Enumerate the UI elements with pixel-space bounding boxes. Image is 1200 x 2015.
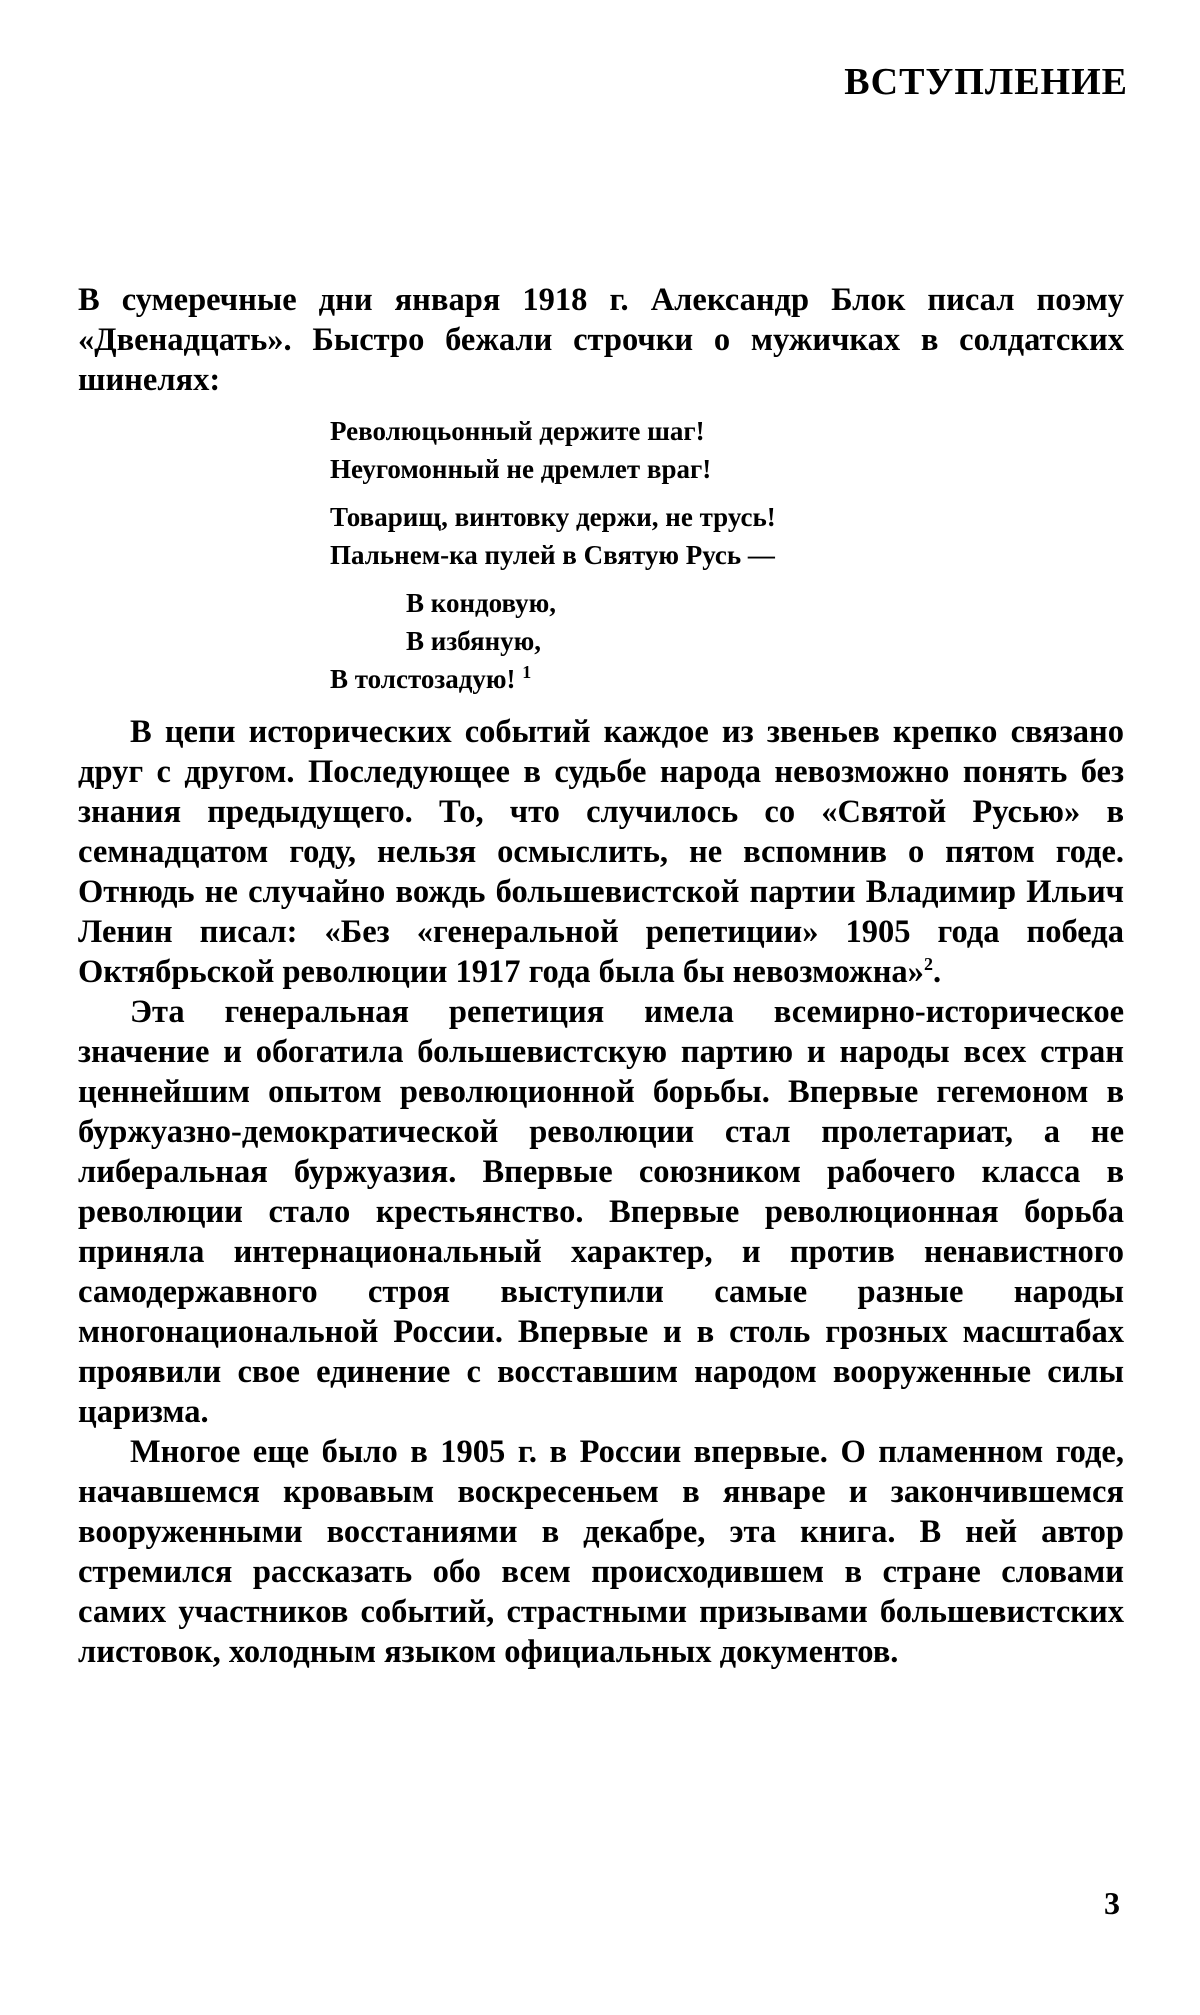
page-heading: ВСТУПЛЕНИЕ — [844, 61, 1128, 103]
paragraph-intro: В сумеречные дни января 1918 г. Александр Блок писал поэму «Двенадцать». Быстро бежали строчки о мужичках в солдатских шинелях: — [78, 282, 1124, 398]
poem-line: Неугомонный не дремлет враг! — [330, 454, 712, 484]
paragraph-history-text: В цепи исторических событий каждое из звеньев крепко связано друг с другом. Последующее в судьбе народа невозможно понять без знания предыдущего. То, что случилось со «Святой Русью» в семнадцатом году, нельзя осмыслить, не вспомнив о пятом годе. Отнюдь не случайно вождь большевистской партии Владимир Ильич Ленин писал: «Без «генеральной репетиции» 1905 года победа Октябрьской революции 1917 года была бы невозможна» — [78, 714, 1124, 990]
poem-line: Товарищ, винтовку держи, не трусь! — [330, 502, 776, 532]
poem-line: В избяную, — [406, 626, 542, 656]
poem-quote — [330, 412, 1124, 698]
paragraph-book: Многое еще было в 1905 г. в России впервые. О пламенном годе, начавшемся кровавым воскресеньем в январе и закончившемся вооруженными восстаниями в декабре, эта книга. В ней автор стремился рассказать обо всем происходившем в стране словами самих участников событий, страстными призывами большевистских листовок, холодным языком официальных документов. — [78, 1434, 1124, 1670]
poem-stanza — [330, 498, 1124, 574]
paragraph-history-end: . — [932, 954, 942, 990]
poem-line-text: В толстозадую! — [330, 664, 516, 694]
poem-line-last — [330, 660, 1124, 698]
footnote-ref: 2 — [923, 954, 933, 975]
poem-stanza — [330, 584, 1124, 698]
poem-stanza — [330, 412, 1124, 488]
body-text — [78, 280, 1124, 1672]
poem-line: В кондовую, — [406, 588, 557, 618]
poem-line: Революцьонный держите шаг! — [330, 416, 705, 446]
paragraph-rehearsal: Эта генеральная репетиция имела всемирно-историческое значение и обогатила большевистскую партию и народы всех стран ценнейшим опытом революционной борьбы. Впервые гегемоном в буржуазно-демократической революции стал пролетариат, а не либеральная буржуазия. Впервые союзником рабочего класса в революции стало крестьянство. Впервые революционная борьба приняла интернациональный характер, и против ненавистного самодержавного строя выступили самые разные народы многонациональной России. Впервые и в столь грозных масштабах проявили свое единение с восставшим народом вооруженные силы царизма. — [78, 994, 1124, 1430]
footnote-ref: 1 — [522, 662, 532, 682]
paragraph-history — [78, 712, 1124, 992]
page-number: 3 — [1104, 1885, 1120, 1921]
poem-line: Пальнем-ка пулей в Святую Русь — — [330, 540, 775, 570]
